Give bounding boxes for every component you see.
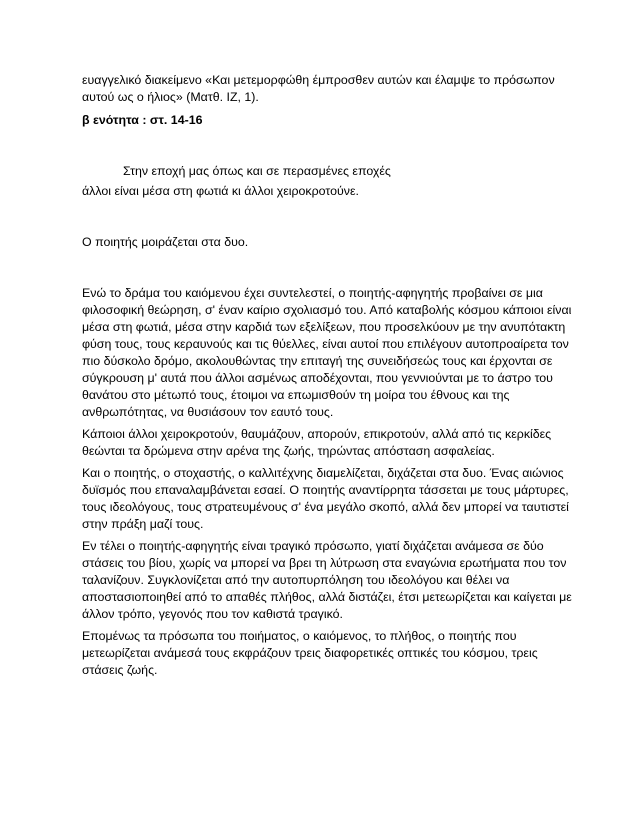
document-body [82, 72, 572, 684]
poem-verse-line-1: Στην εποχή μας όπως και σε περασμένες εποχές [123, 164, 391, 178]
paragraph-conclusion: Επομένως τα πρόσωπα του ποιήματος, ο καιόμενος, το πλήθος, ο ποιητής που μετεωρίζεται ανάμεσά τους εκφράζουν τρεις διαφορετικές οπτικές του κόσμου, τρεις στάσεις ζωής. [82, 629, 538, 677]
poem-verse-line-2: άλλοι είναι μέσα στη φωτιά κι άλλοι χειροκροτούνε. [82, 184, 359, 198]
paragraph-intro-quote: ευαγγελικό διακείμενο «Και μετεμορφώθη έμπροσθεν αυτών και έλαμψε το πρόσωπον αυτού ως ο ήλιος» (Ματθ. ΙΖ, 1). [82, 73, 555, 104]
poem-verse-line-3: Ο ποιητής μοιράζεται στα δυο. [82, 235, 249, 249]
paragraph-analysis-2: Κάποιοι άλλοι χειροκροτούν, θαυμάζουν, απορούν, επικροτούν, αλλά από τις κερκίδες θεώνται τα δρώμενα στην αρένα της ζωής, τηρώντας απόσταση ασφαλείας. [82, 427, 552, 458]
paragraph-analysis-1: Ενώ το δράμα του καιόμενου έχει συντελεστεί, ο ποιητής-αφηγητής προβαίνει σε μια φιλοσοφική θεώρηση, σ' έναν καίριο σχολιασμό του. Από καταβολής κόσμου κάποιοι είναι μέσα στη φωτιά, μέσα στην καρδιά των εξελίξεων, που προσελκύουν με την ανυπότακτη φύση τους, τους κεραυνούς και τις θύελλες, είναι αυτοί που επιλέγουν αυτοπροαίρετα τον πιο δύσκολο δρόμο, ακολουθώντας την επιταγή της συνειδήσεώς τους και έρχονται σε σύγκρουση μ' αυτά που άλλοι ασμένως αποδέχονται, που γεννιούνται με το άστρο του θανάτου στο μέτωπό τους, έτοιμοι να επωμισθούν τη μοίρα του έθνους και της ανθρωπότητας, να θυσιάσουν τον εαυτό τους. [82, 286, 572, 419]
section-heading: β ενότητα : στ. 14-16 [82, 113, 203, 127]
paragraph-analysis-3: Και ο ποιητής, ο στοχαστής, ο καλλιτέχνης διαμελίζεται, διχάζεται στα δυο. Ένας αιώνιος δυϊσμός που επαναλαμβάνεται εσαεί. Ο ποιητής αναντίρρητα τάσσεται με τους μάρτυρες, τους ιδεολόγους, τους στρατευμένους σ' ένα μεγάλο σκοπό, αλλά δεν μπορεί να ταυτιστεί στην πράξη μαζί τους. [82, 466, 569, 531]
paragraph-analysis-4: Εν τέλει ο ποιητής-αφηγητής είναι τραγικό πρόσωπο, γιατί διχάζεται ανάμεσα σε δύο στάσεις του βίου, χωρίς να μπορεί να βρει τη λύτρωση στα εναγώνια ερωτήματα που τον ταλανίζουν. Συγκλονίζεται από την αυτοπυρπόληση του ιδεολόγου και θέλει να αποστασιοποιηθεί από το απαθές πλήθος, αλλά διστάζει, έτσι μετεωρίζεται και καίγεται με άλλον τρόπο, γεγονός που τον καθιστά τραγικό. [82, 539, 572, 621]
